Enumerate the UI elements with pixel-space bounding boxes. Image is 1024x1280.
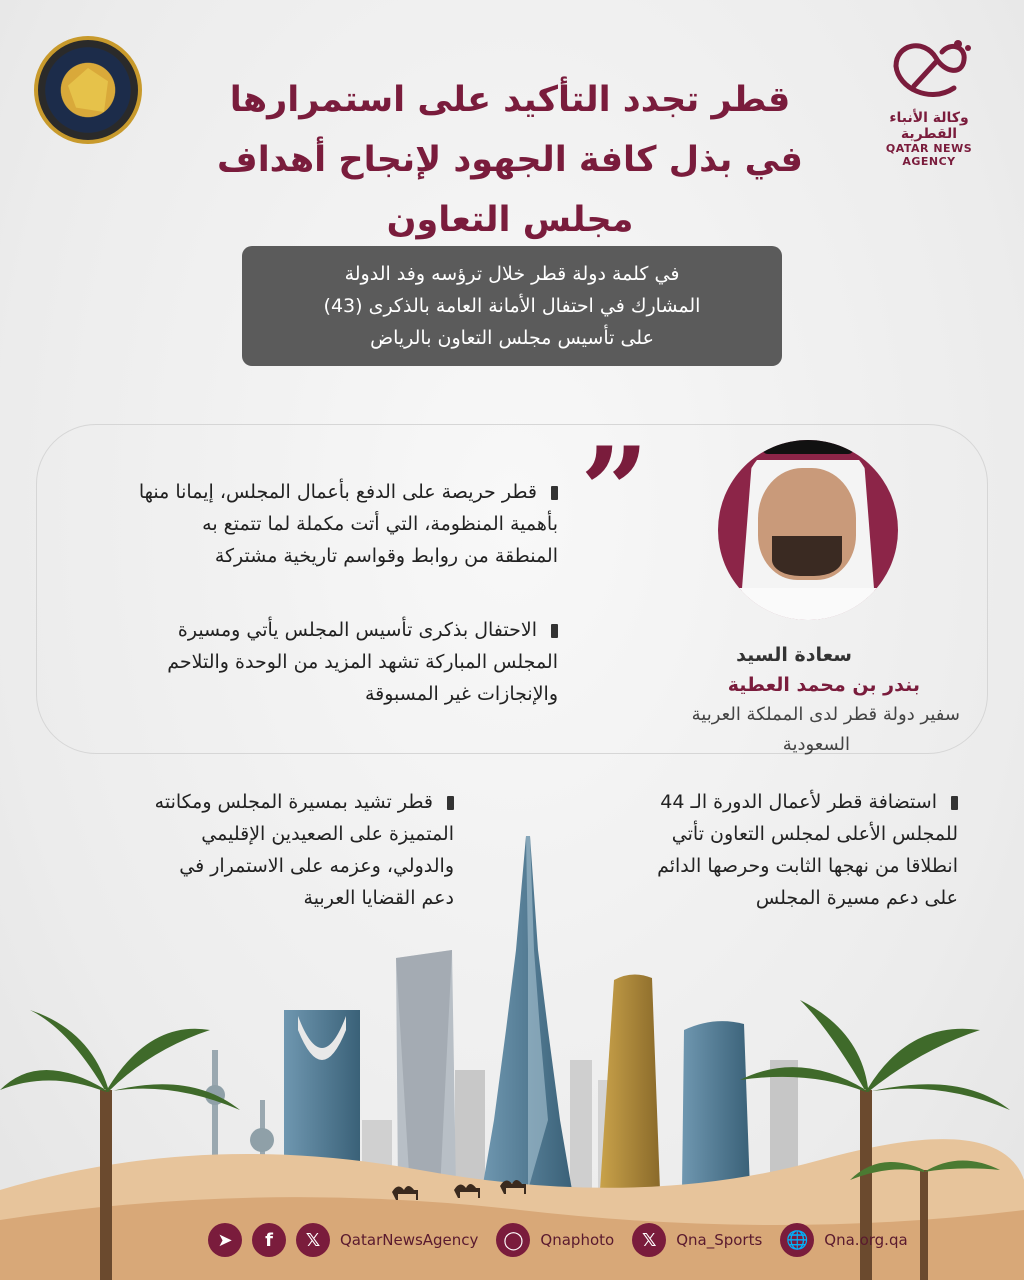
- person-role: سفير دولة قطر لدى المملكة العربية: [691, 704, 960, 725]
- bullet-text: للمجلس الأعلى لمجلس التعاون تأتي: [671, 823, 958, 845]
- bullet-icon: [447, 796, 454, 810]
- bullet-text: قطر حريصة على الدفع بأعمال المجلس، إيمانا منها: [138, 481, 537, 503]
- social-footer: [208, 1222, 916, 1258]
- bullet-text: دعم القضايا العربية: [303, 887, 454, 909]
- bullet-icon: [551, 486, 558, 500]
- website-link[interactable]: Qna.org.qa: [824, 1231, 908, 1249]
- agency-name-ar: وكالة الأنباء القطرية: [889, 110, 969, 142]
- headline-line: مجلس التعاون: [386, 200, 634, 240]
- social-handle-sports[interactable]: Qna_Sports: [676, 1231, 763, 1249]
- telegram-icon[interactable]: ➤: [208, 1223, 242, 1257]
- subtitle-line: المشارك في احتفال الأمانة العامة بالذكرى (43): [323, 295, 701, 317]
- person-title: سعادة السيد: [736, 644, 852, 666]
- gulf-skyline-illustration: [0, 830, 1024, 1280]
- quote-bullet-2: [60, 614, 558, 710]
- globe-icon[interactable]: 🌐: [780, 1223, 814, 1257]
- bullet-text: قطر تشيد بمسيرة المجلس ومكانته: [154, 791, 433, 813]
- bullet-text: انطلاقا من نهجها الثابت وحرصها الدائم: [657, 855, 958, 877]
- subtitle-line: على تأسيس مجلس التعاون بالرياض: [370, 327, 654, 349]
- person-role-cont: السعودية: [782, 734, 850, 755]
- headline: [180, 70, 840, 250]
- bullet-text: والدولي، وعزمه على الاستمرار في: [179, 855, 454, 877]
- ambassador-portrait: [718, 440, 898, 620]
- facebook-icon[interactable]: f: [252, 1223, 286, 1257]
- quote-mark-icon: ”: [580, 421, 650, 562]
- headline-line: قطر تجدد التأكيد على استمرارها: [229, 80, 791, 120]
- social-handle-qna[interactable]: QatarNewsAgency: [340, 1231, 479, 1249]
- x-icon[interactable]: 𝕏: [296, 1223, 330, 1257]
- bullet-text: الاحتفال بذكرى تأسيس المجلس يأتي ومسيرة: [177, 619, 537, 641]
- bullet-text: والإنجازات غير المسبوقة: [364, 683, 558, 705]
- x-icon[interactable]: 𝕏: [632, 1223, 666, 1257]
- gcc-seal-logo: [34, 36, 142, 144]
- social-handle-photo[interactable]: Qnaphoto: [540, 1231, 615, 1249]
- bullet-text: استضافة قطر لأعمال الدورة الـ 44: [660, 791, 937, 813]
- bullet-text: المجلس المباركة تشهد المزيد من الوحدة والتلاحم: [167, 651, 558, 673]
- qna-logo: [864, 36, 994, 168]
- subtitle-line: في كلمة دولة قطر خلال ترؤسه وفد الدولة: [344, 263, 680, 285]
- subtitle-box: [242, 246, 782, 366]
- bullet-text: المتميزة على الصعيدين الإقليمي: [201, 823, 454, 845]
- bullet-icon: [951, 796, 958, 810]
- bullet-text: على دعم مسيرة المجلس: [755, 887, 958, 909]
- agency-name-en: QATAR NEWS AGENCY: [885, 142, 973, 168]
- bullet-icon: [551, 624, 558, 638]
- person-caption: [640, 640, 960, 760]
- bullet-text: المنطقة من روابط وقواسم تاريخية مشتركة: [214, 545, 558, 567]
- person-name: بندر بن محمد العطية: [727, 674, 920, 696]
- instagram-icon[interactable]: ◯: [496, 1223, 530, 1257]
- qna-emblem-icon: [884, 36, 974, 108]
- quote-bullet-1: [60, 476, 558, 572]
- headline-line: في بذل كافة الجهود لإنجاح أهداف: [217, 140, 803, 180]
- bullet-text: بأهمية المنظومة، التي أتت مكملة لما تتمتع به: [202, 513, 558, 535]
